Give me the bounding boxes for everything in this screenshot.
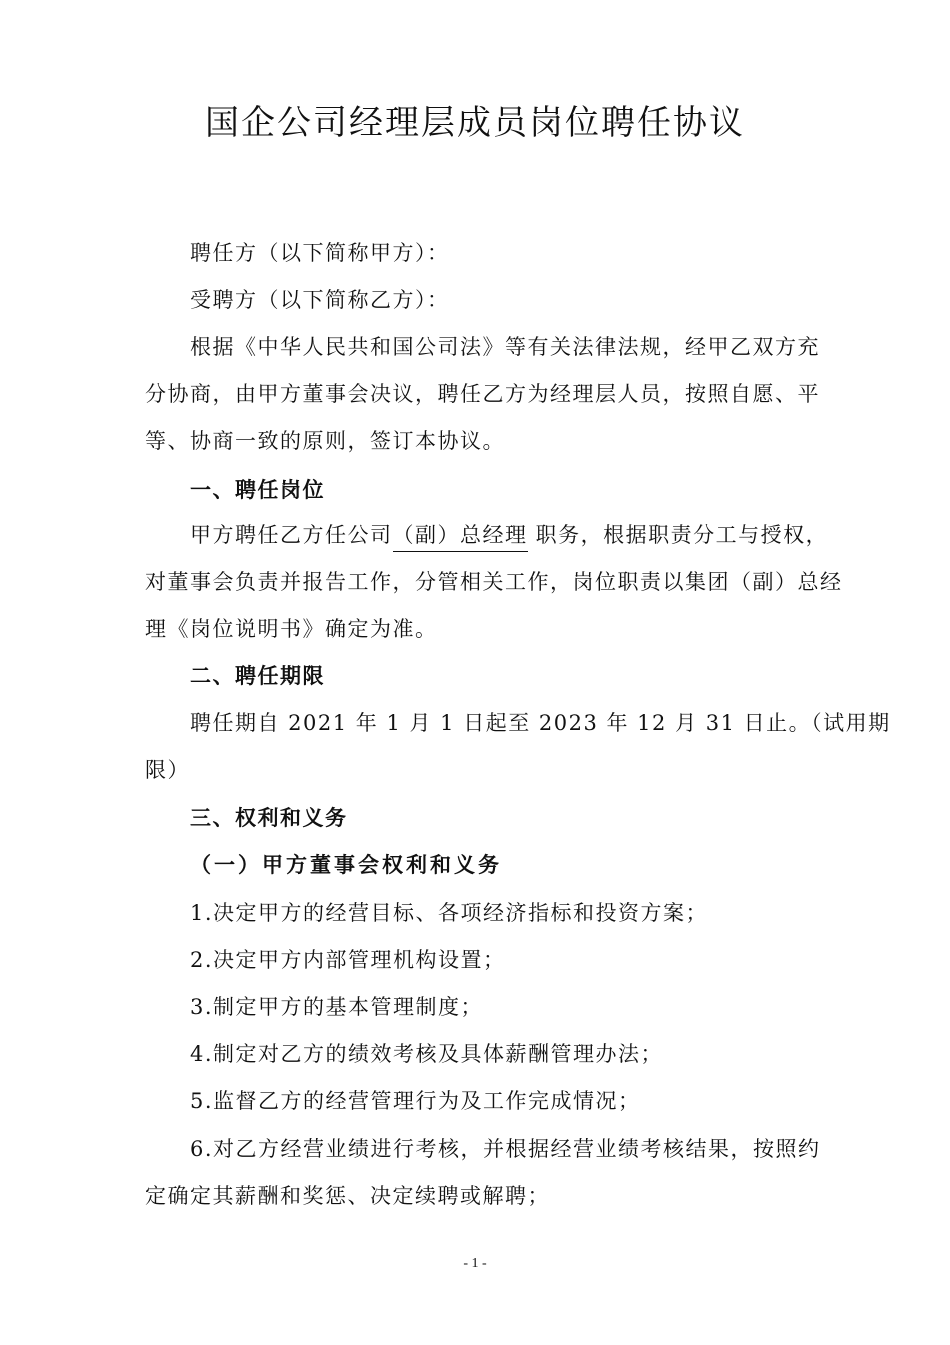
section-1-line-2: 对董事会负责并报告工作，分管相关工作，岗位职责以集团（副）总经: [145, 570, 843, 594]
section-2-heading: 二、聘任期限: [190, 664, 325, 688]
list-item-6-line-1: 6.对乙方经营业绩进行考核，并根据经营业绩考核结果，按照约: [190, 1137, 821, 1161]
list-item: 1.决定甲方的经营目标、各项经济指标和投资方案；: [190, 901, 709, 925]
section-1-heading: 一、聘任岗位: [190, 478, 325, 502]
document-title: 国企公司经理层成员岗位聘任协议: [205, 103, 745, 143]
page-number: - 1 -: [463, 1256, 487, 1271]
list-item: 5.监督乙方的经营管理行为及工作完成情况；: [190, 1089, 641, 1113]
section-1-line-3: 理《岗位说明书》确定为准。: [145, 617, 438, 641]
preamble-line-1: 根据《中华人民共和国公司法》等有关法律法规，经甲乙双方充: [190, 335, 820, 359]
section-3-subheading: （一）甲方董事会权利和义务: [190, 853, 502, 877]
preamble-line-3: 等、协商一致的原则，签订本协议。: [145, 429, 505, 453]
list-item: 4.制定对乙方的绩效考核及具体薪酬管理办法；: [190, 1042, 664, 1066]
section-1-line-1: [190, 521, 828, 552]
party-a-line: 聘任方（以下简称甲方）：: [190, 241, 450, 265]
section-1-text-before: 甲方聘任乙方任公司: [190, 523, 393, 547]
party-b-line: 受聘方（以下简称乙方）：: [190, 288, 450, 312]
position-field: （副）总经理: [393, 521, 528, 552]
list-item: 3.制定甲方的基本管理制度；: [190, 995, 484, 1019]
list-item: 2.决定甲方内部管理机构设置；: [190, 948, 506, 972]
section-3-heading: 三、权利和义务: [190, 806, 348, 830]
section-2-line-2: 限）: [145, 758, 190, 782]
preamble-line-2: 分协商，由甲方董事会决议，聘任乙方为经理层人员，按照自愿、平: [145, 382, 820, 406]
section-1-text-after: 职务，根据职责分工与授权，: [527, 523, 829, 547]
list-item-6-line-2: 定确定其薪酬和奖惩、决定续聘或解聘；: [145, 1184, 550, 1208]
section-2-line-1: 聘任期自 2021 年 1 月 1 日起至 2023 年 12 月 31 日止。（试用期: [190, 711, 891, 735]
